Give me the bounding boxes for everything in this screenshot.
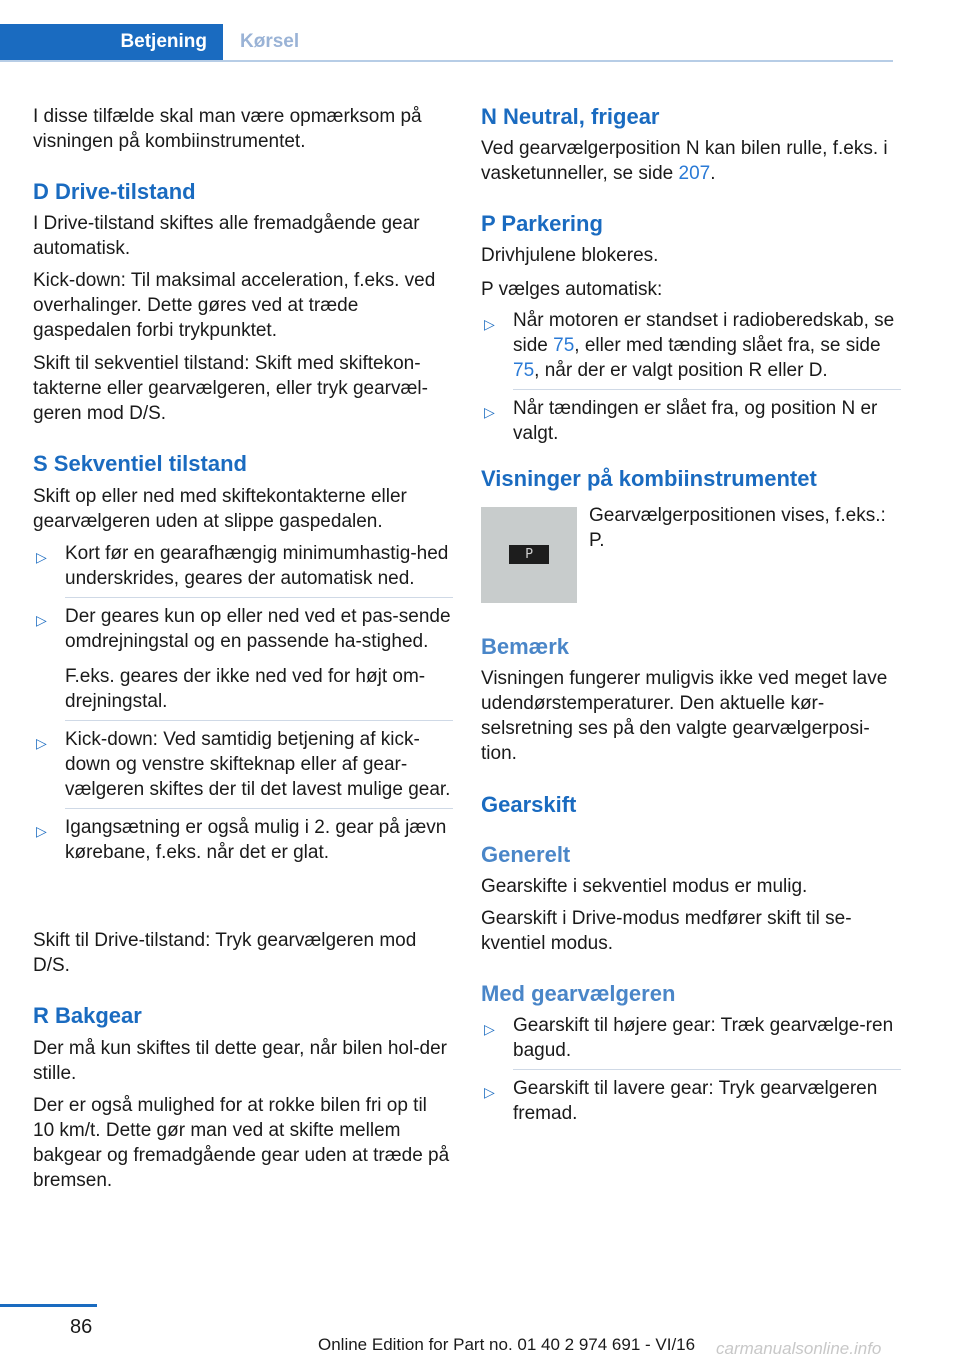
footer-rule	[0, 1304, 97, 1307]
list-item: ▷ Der geares kun op eller ned ved et pas‐sende omdrejningstal og en passende ha‐stighed. F.eks. geares der ikke ned ved for højt om‐drejningstal.	[33, 604, 453, 714]
tab-korsel[interactable]: Kørsel	[240, 31, 300, 52]
park-p2: P vælges automatisk:	[481, 279, 663, 300]
divider	[513, 1069, 901, 1070]
park-p1: Drivhjulene blokeres.	[481, 245, 659, 266]
page-ref-link[interactable]: 75	[513, 360, 535, 381]
list-item: ▷ Kick-down: Ved samtidig betjening af kick‐down og venstre skifteknap eller af gear‐vælgeren skiftes der til det lavest mulige gear.	[36, 729, 451, 800]
divider	[65, 808, 453, 809]
list-item: ▷ Gearskift til højere gear: Træk gearvælge‐ren bagud.	[484, 1015, 894, 1061]
list-item: ▷ Når tændingen er slået fra, og position N er valgt.	[484, 398, 878, 444]
gearshift-heading: Gearskift	[481, 792, 577, 817]
drive-heading: D Drive-tilstand	[33, 179, 196, 204]
divider	[65, 720, 453, 721]
intro-text: I disse tilfælde skal man være opmærksom på visningen på kombiinstrumentet.	[33, 106, 422, 152]
drive-p3: Skift til sekventiel tilstand: Skift med skiftekon‐takterne eller gearvælgeren, eller tryk gearvæl‐geren mod D/S.	[33, 353, 428, 424]
triangle-bullet-icon: ▷	[484, 1021, 495, 1037]
watermark: carmanualsonline.info	[716, 1339, 882, 1358]
triangle-bullet-icon: ▷	[484, 404, 495, 420]
reverse-heading: R Bakgear	[33, 1003, 142, 1028]
park-heading: P Parkering	[481, 211, 603, 236]
divider	[65, 597, 453, 598]
general-heading: Generelt	[481, 842, 571, 867]
park-list	[481, 308, 901, 446]
gear-display-image	[481, 507, 577, 603]
edition-text: Online Edition for Part no. 01 40 2 974 691 - VI/16	[318, 1335, 696, 1354]
drive-p1: I Drive-tilstand skiftes alle fremadgående gear automatisk.	[33, 213, 420, 259]
triangle-bullet-icon: ▷	[484, 1084, 495, 1100]
general-p2: Gearskift i Drive-modus medfører skift til se‐kventiel modus.	[481, 908, 852, 954]
list-item-subtext: F.eks. geares der ikke ned ved for højt om‐drejningstal.	[65, 666, 426, 712]
list-item: ▷ Når motoren er standset i radioberedskab, se side 75, eller med tænding slået fra, se side 75, når der er valgt position R eller D.	[484, 310, 895, 381]
note-p1: Visningen fungerer muligvis ikke ved meget lave udendørstemperaturer. Den aktuelle kør‐selsretning ses på den valgte gearvælgerposi‐tion.	[481, 668, 888, 764]
tab-betjening[interactable]: Betjening	[0, 24, 223, 60]
drive-p2: Kick-down: Til maksimal acceleration, f.eks. ved overhalinger. Dette gøres ved at træde gaspedalen forbi trykpunktet.	[33, 270, 436, 341]
divider	[513, 389, 901, 390]
triangle-bullet-icon: ▷	[36, 735, 47, 751]
list-item: ▷ Kort før en gearafhængig minimumhastig‐hed underskrides, geares der automatisk ned.	[36, 543, 449, 589]
neutral-heading: N Neutral, frigear	[481, 104, 660, 129]
triangle-bullet-icon: ▷	[36, 823, 47, 839]
triangle-bullet-icon: ▷	[36, 612, 47, 628]
list-item: ▷ Igangsætning er også mulig i 2. gear på jævn kørebane, f.eks. når det er glat.	[36, 817, 447, 863]
seq-heading: S Sekventiel tilstand	[33, 451, 247, 476]
page-ref-link[interactable]: 207	[678, 163, 711, 184]
seq-p1: Skift op eller ned med skiftekontakterne eller gearvælgeren uden at slippe gaspedalen.	[33, 486, 407, 532]
triangle-bullet-icon: ▷	[36, 549, 47, 565]
page-number: 86	[70, 1316, 93, 1338]
list-item: ▷ Gearskift til lavere gear: Tryk gearvælgeren fremad.	[484, 1078, 878, 1124]
selector-heading: Med gearvælgeren	[481, 981, 676, 1006]
gear-indicator-p: P	[509, 545, 549, 564]
header-tabs	[0, 24, 893, 62]
seq-p2: Skift til Drive-tilstand: Tryk gearvælgeren mod D/S.	[33, 930, 417, 976]
reverse-p2: Der er også mulighed for at rokke bilen fri op til 10 km/t. Dette gør man ved at skifte mellem bakgear og fremadgående gear uden at træde på bremsen.	[33, 1095, 450, 1191]
selector-list	[481, 1013, 901, 1126]
display-heading: Visninger på kombiinstrumentet	[481, 466, 817, 491]
header-rule	[0, 60, 893, 62]
triangle-bullet-icon: ▷	[484, 316, 495, 332]
reverse-p1: Der må kun skiftes til dette gear, når bilen hol‐der stille.	[33, 1038, 447, 1084]
neutral-p1: Ved gearvælgerposition N kan bilen rulle, f.eks. i vasketunneller, se side 207.	[481, 138, 888, 184]
page-ref-link[interactable]: 75	[553, 335, 575, 356]
general-p1: Gearskifte i sekventiel modus er mulig.	[481, 876, 808, 897]
seq-list	[33, 541, 453, 865]
note-heading: Bemærk	[481, 634, 570, 659]
display-caption: Gearvælgerpositionen vises, f.eks.: P.	[589, 505, 886, 551]
